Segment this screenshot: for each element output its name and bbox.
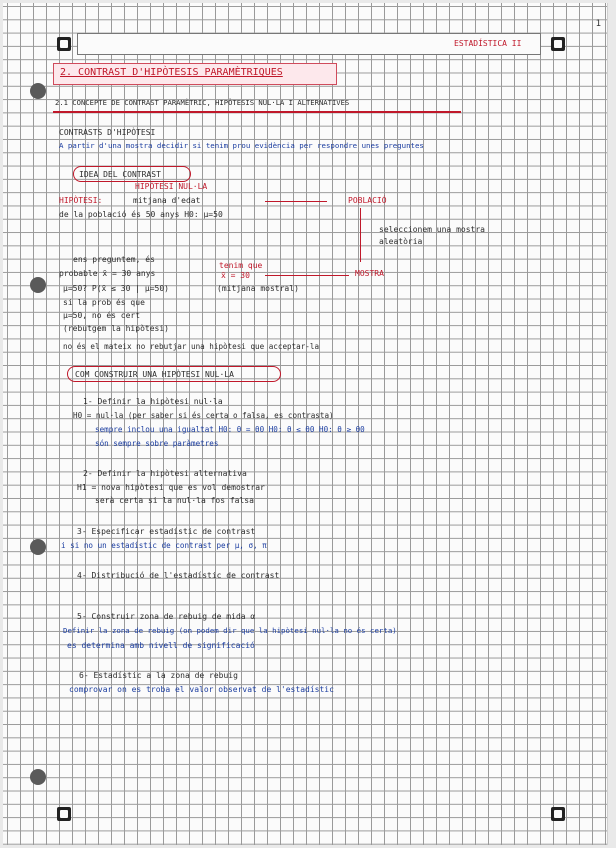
step-2: 2- Definir la hipòtesi alternativa	[83, 469, 247, 478]
header-subject: ESTADÍSTICA II	[454, 39, 522, 48]
poblacio-label: POBLACIÓ	[348, 196, 387, 205]
no-es-el-mateix: no és el mateix no rebutjar una hipòtesi que acceptar-la	[63, 342, 320, 351]
corner-mark-bottom-left	[57, 807, 71, 821]
intro-heading: CONTRASTS D'HIPÒTESI	[59, 128, 156, 137]
xbar-value: x̄ = 30	[221, 271, 250, 280]
mu-no-cert: μ=50, no és cert	[63, 311, 141, 320]
step-4: 4- Distribució de l'estadístic de contrast	[77, 571, 280, 580]
corner-mark-top-right	[551, 37, 565, 51]
mu-probability: μ=50? P(x̄ ≤ 30 | μ=50)	[63, 284, 169, 293]
idea-label: IDEA DEL CONTRAST	[79, 170, 161, 179]
seleccionem-text: seleccionem una mostra	[379, 225, 485, 234]
step-1-h0: H0 = nul·la (per saber si és certa o falsa, es contrasta)	[73, 411, 334, 420]
com-construir-heading: COM CONSTRUIR UNA HIPÒTESI NUL·LA	[75, 370, 234, 379]
step-2-h1: H1 = nova hipòtesi que es vol demostrar	[77, 483, 265, 492]
step-1-bullet-1: sempre inclou una igualtat H0: θ = θ0 H0: θ ≤ θ0 H0: θ ≥ θ0	[95, 425, 365, 434]
notebook-page	[3, 3, 608, 845]
hipotesi-text: mitjana d'edat	[133, 196, 201, 205]
step-2-bullet: serà certa si la nul·la fos falsa	[95, 496, 254, 505]
step-1-bullet-2: són sempre sobre paràmetres	[95, 439, 219, 448]
binder-hole-1	[30, 83, 46, 99]
binder-hole-2	[30, 277, 46, 293]
step-6: 6- Estadístic a la zona de rebuig	[79, 671, 238, 680]
section-heading: 2.1 CONCEPTE DE CONTRAST PARAMÈTRIC, HIPÒTESIS NUL·LA I ALTERNATIVES	[55, 98, 350, 107]
header-box	[77, 33, 541, 55]
step-5-sub-1: Definir la zona de rebuig (on podem dir que la hipòtesi nul·la no és certa)	[63, 626, 397, 635]
page-title: 2. CONTRAST D'HIPÒTESIS PARAMÈTRIQUES	[60, 67, 283, 78]
hipotesi-label: HIPÒTESI:	[59, 196, 103, 205]
arrow-down-to-mostra	[360, 208, 361, 262]
mostra-label: MOSTRA	[355, 269, 384, 278]
corner-mark-top-left	[57, 37, 71, 51]
intro-text: A partir d'una mostra decidir si tenim prou evidència per respondre unes preguntes	[59, 141, 424, 150]
step-5: 5- Construir zona de rebuig de mida α	[77, 612, 256, 621]
step-3-sub: i si no un estadístic de contrast per μ, σ, π	[61, 541, 267, 550]
tenim-que: tenim que	[219, 261, 263, 270]
aleatoria-text: aleatòria	[379, 237, 423, 246]
arrow-to-poblacio	[265, 201, 327, 202]
binder-hole-4	[30, 769, 46, 785]
corner-mark-bottom-right	[551, 807, 565, 821]
title-box	[53, 63, 337, 85]
probable-line: probable x̄ = 30 anys	[59, 269, 156, 278]
page-number: 1	[595, 19, 601, 29]
step-1: 1- Definir la hipòtesi nul·la	[83, 397, 223, 406]
step-3: 3- Especificar estadístic de contrast	[77, 527, 256, 536]
arrow-from-mostra	[265, 275, 349, 276]
si-la-prob: si la prob és que	[63, 298, 145, 307]
rebutgem: (rebutgem la hipòtesi)	[63, 324, 169, 333]
hipotesi-text-2: de la població és 50 anys H0: μ=50	[59, 210, 223, 219]
section-underline	[53, 97, 461, 113]
step-6-sub: comprovar on es troba el valor observat de l'estadístic	[69, 685, 334, 694]
binder-hole-3	[30, 539, 46, 555]
hipotesi-nulla-label: HIPÒTESI NUL·LA	[135, 182, 208, 191]
mitjana-mostral: (mitjana mostral)	[217, 284, 299, 293]
step-5-sub-2: es determina amb nivell de significació	[67, 641, 255, 650]
ens-preguntem: ens preguntem, és	[73, 255, 155, 264]
